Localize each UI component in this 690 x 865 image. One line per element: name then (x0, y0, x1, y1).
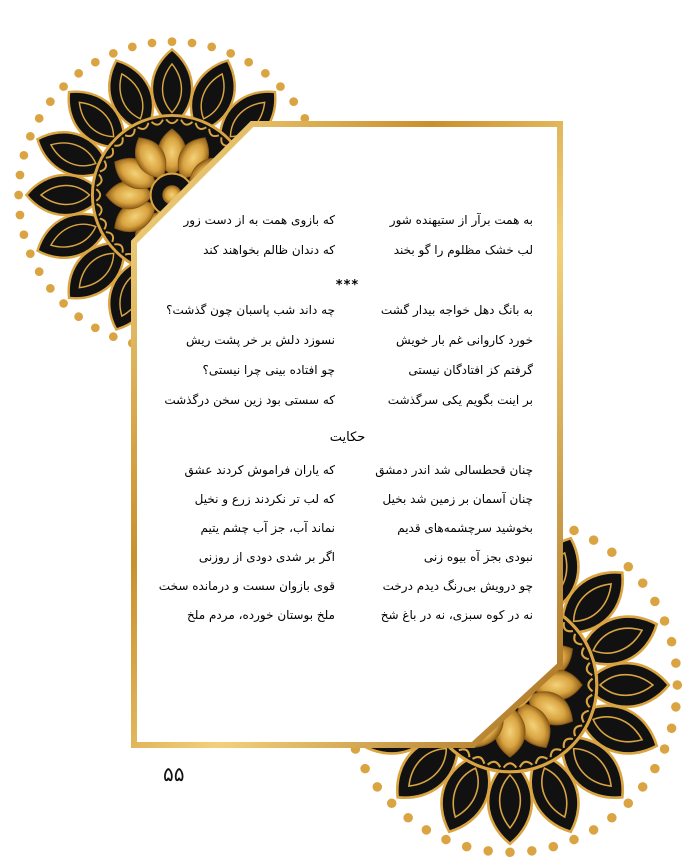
couplet (150, 545, 545, 569)
second-hemistich: چو افتاده بینی چرا نیستی؟ (202, 363, 335, 377)
couplet (150, 208, 545, 232)
second-hemistich: چه داند شب پاسبان چون گذشت؟ (166, 303, 335, 317)
second-hemistich: ملخ بوستان خورده، مردم ملخ (187, 608, 335, 622)
second-hemistich: اگر بر شدی دودی از روزنی (198, 550, 335, 564)
first-hemistich: خورد کاروانی غم بار خویش (396, 333, 533, 347)
second-hemistich: که بازوی همت به از دست زور (183, 213, 335, 227)
second-hemistich: که سستی بود زین سخن درگذشت (164, 393, 335, 407)
couplet (150, 298, 545, 322)
second-hemistich: که دندان ظالم بخواهند کند (203, 243, 335, 257)
couplet (150, 388, 545, 412)
couplet (150, 487, 545, 511)
second-hemistich: که لب تر نکردند زرع و نخیل (194, 492, 335, 506)
second-hemistich: نماند آب، جز آب چشم یتیم (200, 521, 335, 535)
couplet (150, 458, 545, 482)
first-hemistich: چنان قحطسالی شد اندر دمشق (375, 463, 533, 477)
first-hemistich: نه در کوه سبزی، نه در باغ شخ (380, 608, 533, 622)
couplet (150, 238, 545, 262)
couplet (150, 603, 545, 627)
first-hemistich: چو درویش بی‌رنگ دیدم درخت (382, 579, 533, 593)
first-hemistich: چنان آسمان بر زمین شد بخیل (382, 492, 533, 506)
story-heading: حکایت (329, 430, 366, 445)
first-hemistich: نبودی بجز آه بیوه زنی (423, 550, 533, 564)
second-hemistich: نسوزد دلش بر خر پشت ریش (185, 333, 335, 347)
first-hemistich: لب خشک مظلوم را گو بخند (393, 243, 533, 257)
couplet (150, 574, 545, 598)
first-hemistich: گرفتم کز افتادگان نیستی (408, 363, 533, 377)
couplet (150, 358, 545, 382)
second-hemistich: قوی بازوان سست و درمانده سخت (158, 579, 335, 593)
first-hemistich: بخوشید سرچشمه‌های قدیم (397, 521, 533, 535)
first-hemistich: بر اینت بگویم یکی سرگذشت (387, 393, 533, 407)
couplet (150, 328, 545, 352)
first-hemistich: به بانگ دهل خواجه بیدار گشت (380, 303, 533, 317)
first-hemistich: به همت برآر از ستیهنده شور (389, 213, 533, 227)
section-separator: *** (335, 278, 360, 293)
couplet (150, 516, 545, 540)
second-hemistich: که یاران فراموش کردند عشق (184, 463, 335, 477)
page-number: ۵۵ (163, 762, 185, 786)
